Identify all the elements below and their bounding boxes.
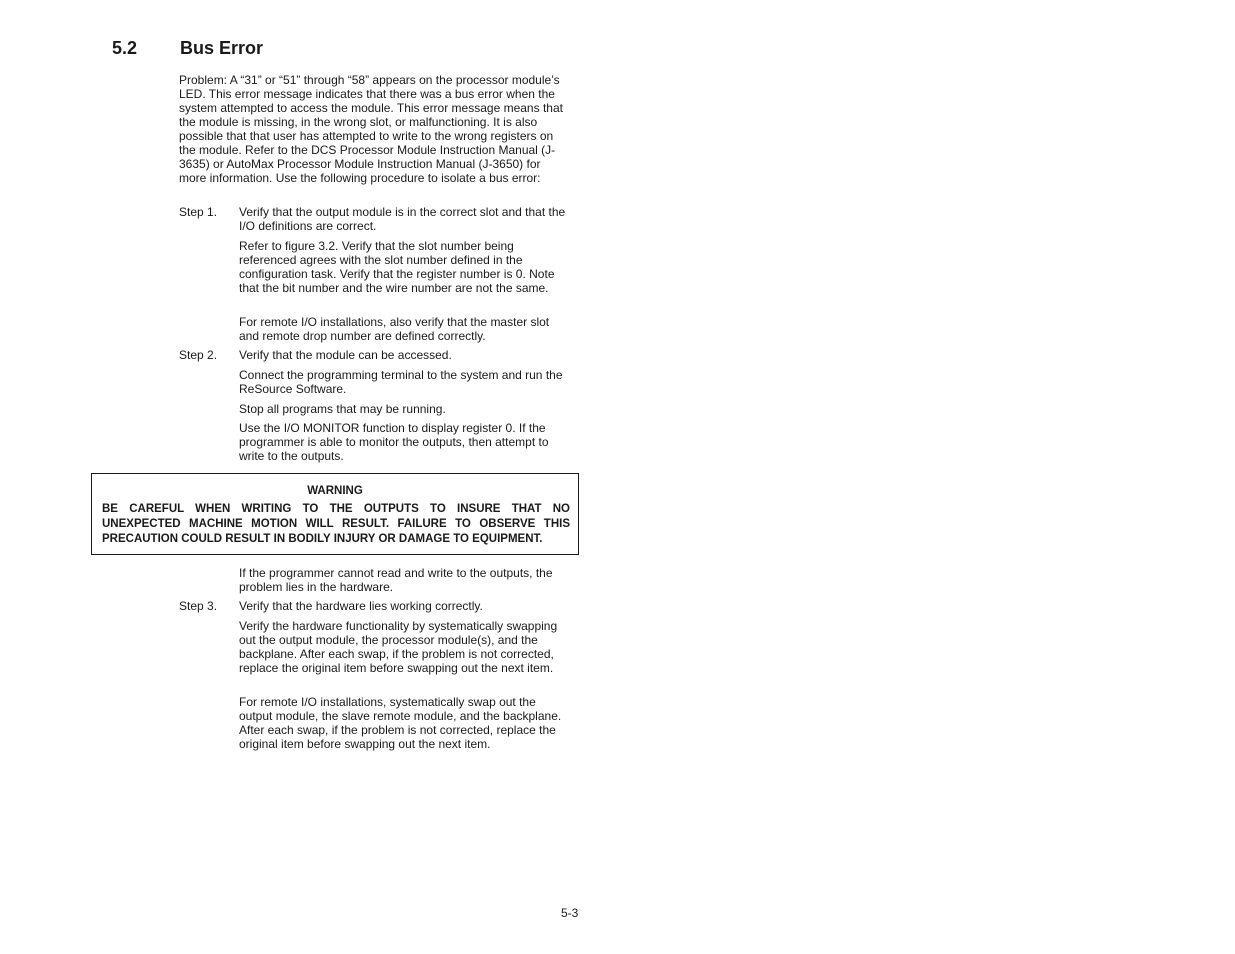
- step-3-remote-swap: For remote I/O installations, systematically swap out the output module, the slave remote module, and the backplane. After each swap, if the problem is not corrected, replace the original item before swapping out the next item.: [239, 695, 562, 751]
- step-2-stop: Stop all programs that may be running.: [239, 402, 446, 416]
- warning-box: [91, 473, 579, 555]
- step-2-text: Verify that the module can be accessed.: [239, 348, 452, 362]
- step-2-monitor: Use the I/O MONITOR function to display register 0. If the programmer is able to monitor the outputs, then attempt to write to the outputs.: [239, 421, 549, 463]
- warning-text-main: BE CAREFUL WHEN WRITING TO THE OUTPUTS TO INSURE THAT NO UNEXPECTED MACHINE MOTION WILL RESULT. FAILURE TO OBSERVE THIS: [102, 503, 570, 530]
- step-1-detail: Refer to figure 3.2. Verify that the slot number being referenced agrees with the slot number defined in the configuration task. Verify that the register number is 0. Note that the bit number and the wire number are not the same.: [239, 239, 555, 295]
- warning-text-last: PRECAUTION COULD RESULT IN BODILY INJURY OR DAMAGE TO EQUIPMENT.: [102, 533, 543, 545]
- page-number: 5-3: [561, 906, 579, 920]
- section-title: Bus Error: [180, 38, 264, 58]
- step-3-text: Verify that the hardware lies working correctly.: [239, 599, 483, 613]
- problem-description: Problem: A “31” or “51” through “58” appears on the processor module’s LED. This error message indicates that there was a bus error when the system attempted to access the module. This error message means that the module is missing, in the wrong slot, or malfunctioning. It is also possible that that user has attempted to write to the wrong registers on the module. Refer to the DCS Processor Module Instruction Manual (J-3635) or AutoMax Processor Module Instruction Manual (J-3650) for more information. Use the following procedure to isolate a bus error:: [179, 73, 563, 185]
- step-3-label: Step 3.: [179, 599, 218, 613]
- step-1-text: Verify that the output module is in the correct slot and that the I/O definitions are correct.: [239, 205, 566, 233]
- after-warning-note: If the programmer cannot read and write to the outputs, the problem lies in the hardware.: [239, 566, 553, 594]
- section-heading: [112, 38, 612, 64]
- step-2-label: Step 2.: [179, 348, 218, 362]
- step-1-label: Step 1.: [179, 205, 218, 219]
- warning-title: WARNING: [307, 485, 363, 497]
- warning-text: [102, 502, 570, 547]
- step-2-connect: Connect the programming terminal to the system and run the ReSource Software.: [239, 368, 563, 396]
- step-3-swap: Verify the hardware functionality by systematically swapping out the output module, the processor module(s), and the backplane. After each swap, if the problem is not corrected, replace the original item before swapping out the next item.: [239, 619, 558, 675]
- step-1-remote-note: For remote I/O installations, also verify that the master slot and remote drop number are defined correctly.: [239, 315, 550, 343]
- section-number: 5.2: [112, 38, 138, 58]
